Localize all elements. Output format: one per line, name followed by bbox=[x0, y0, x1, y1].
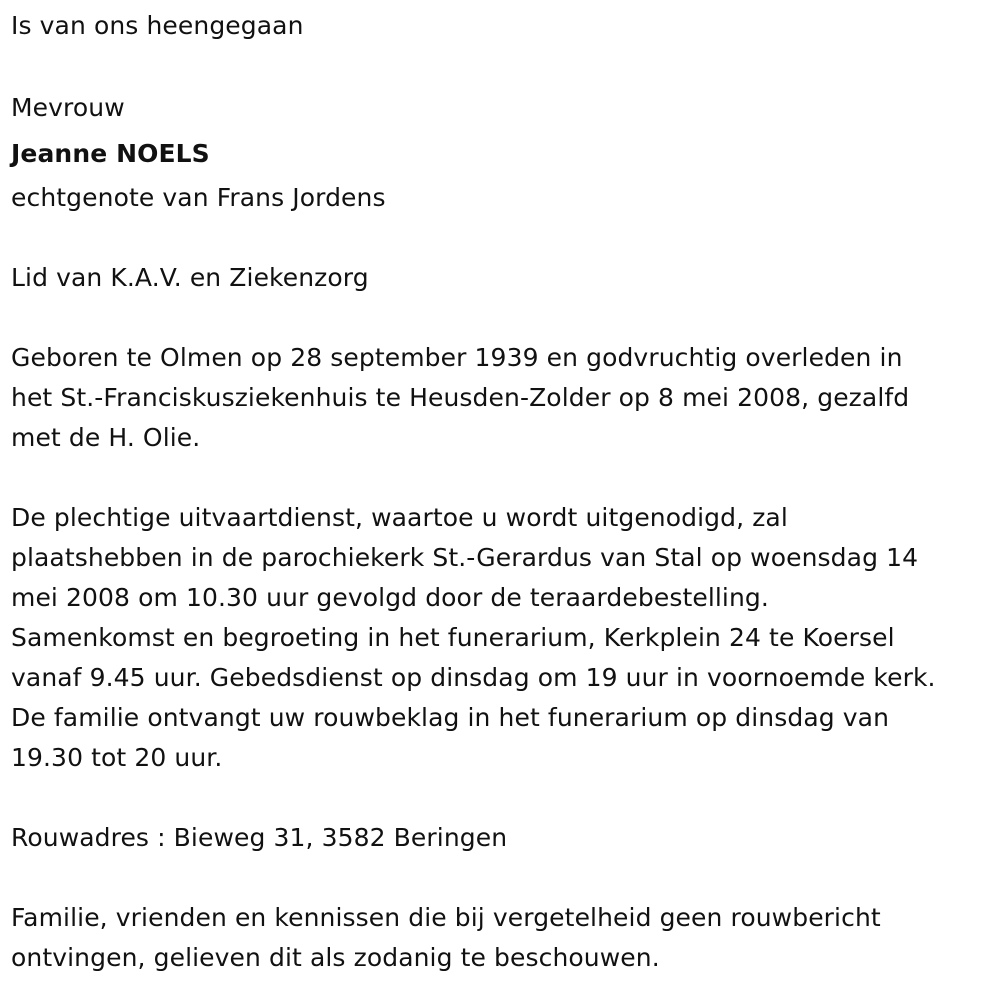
service-line: mei 2008 om 10.30 uur gevolgd door de teraardebestelling. bbox=[11, 583, 769, 612]
birth-death-line: Geboren te Olmen op 28 september 1939 en godvruchtig overleden in bbox=[11, 343, 903, 372]
closing-line: Familie, vrienden en kennissen die bij vergetelheid geen rouwbericht bbox=[11, 903, 881, 932]
service-line: De familie ontvangt uw rouwbeklag in het funerarium op dinsdag van bbox=[11, 703, 890, 732]
service-line: 19.30 tot 20 uur. bbox=[11, 743, 223, 772]
spacer bbox=[11, 778, 991, 818]
spacer bbox=[11, 46, 991, 86]
closing-line: ontvingen, gelieven dit als zodanig te beschouwen. bbox=[11, 943, 660, 972]
spacer bbox=[11, 858, 991, 898]
birth-death-line: het St.-Franciskusziekenhuis te Heusden-Zolder op 8 mei 2008, gezalfd bbox=[11, 383, 910, 412]
spacer bbox=[11, 218, 991, 258]
honorific: Mevrouw bbox=[11, 93, 125, 122]
membership-text: Lid van K.A.V. en Ziekenzorg bbox=[11, 263, 369, 292]
service-line: vanaf 9.45 uur. Gebedsdienst op dinsdag om 19 uur in voornoemde kerk. bbox=[11, 663, 936, 692]
spouse-text: echtgenote van Frans Jordens bbox=[11, 183, 386, 212]
death-notice bbox=[11, 6, 991, 978]
service-line: De plechtige uitvaartdienst, waartoe u wordt uitgenodigd, zal bbox=[11, 503, 788, 532]
intro-text: Is van ons heengegaan bbox=[11, 11, 304, 40]
service-line: Samenkomst en begroeting in het funerarium, Kerkplein 24 te Koersel bbox=[11, 623, 895, 652]
deceased-name: Jeanne NOELS bbox=[11, 139, 210, 168]
birth-death-line: met de H. Olie. bbox=[11, 423, 201, 452]
spacer bbox=[11, 298, 991, 338]
service-line: plaatshebben in de parochiekerk St.-Gerardus van Stal op woensdag 14 bbox=[11, 543, 919, 572]
spacer bbox=[11, 458, 991, 498]
mourning-address: Rouwadres : Bieweg 31, 3582 Beringen bbox=[11, 823, 508, 852]
